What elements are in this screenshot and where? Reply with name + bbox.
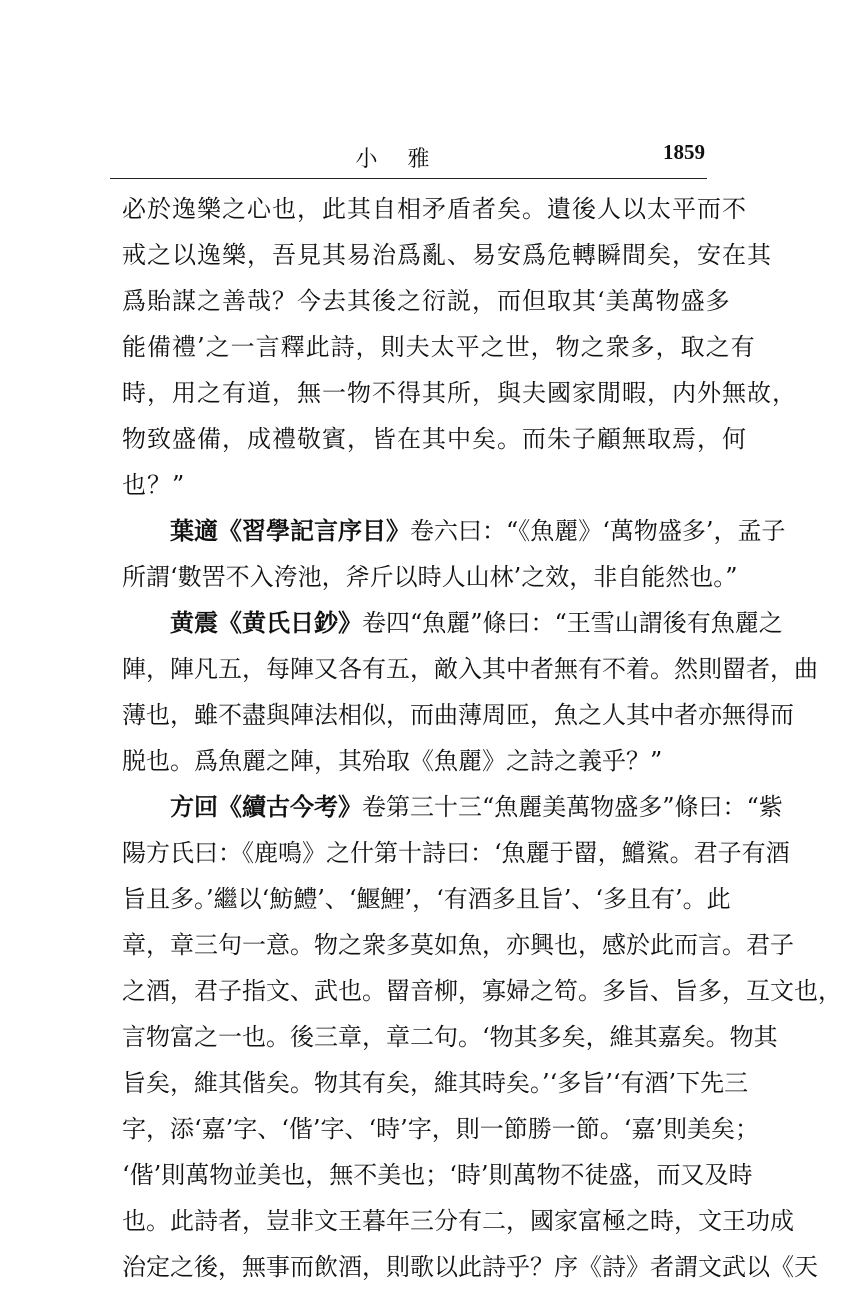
citation-rest: 卷第三十三“魚麗美萬物盛多”條曰：“紫 (362, 793, 783, 821)
text-line: 戒之以逸樂，吾見其易治爲亂、易安爲危轉瞬間矣，安在其 (122, 241, 772, 269)
text-line: 時，用之有道，無一物不得其所，與夫國家閒暇，内外無故， (122, 379, 797, 407)
paragraph-first-line (122, 600, 783, 646)
text-line: 陽方氏曰：《鹿鳴》之什第十詩曰：‘魚麗于罶，鱨鯊。君子有酒 (122, 839, 790, 867)
body-text (122, 186, 842, 1290)
text-line: 必於逸樂之心也，此其自相矛盾者矣。遺後人以太平而不 (122, 195, 747, 223)
text-line: 薄也，雖不盡與陣法相似，而曲薄周匝，魚之人其中者亦無得而 (122, 701, 794, 729)
text-line: 字，添‘嘉’字、‘偕’字、‘時’字，則一節勝一節。‘嘉’則美矣； (122, 1115, 760, 1143)
citation-rest: 卷六曰：“《魚麗》‘萬物盛多’，孟子 (410, 517, 786, 545)
text-line: 之酒，君子指文、武也。罶音柳，寡婦之笱。多旨、旨多，互文也， (122, 977, 842, 1005)
paragraph-first-line (122, 508, 786, 554)
citation-rest: 卷四“魚麗”條曰：“王雪山謂後有魚麗之 (362, 609, 783, 637)
paragraph-huang-zhen (122, 600, 818, 784)
text-line: 旨且多。’繼以‘魴鱧’、‘鰋鯉’，‘有酒多且旨’、‘多且有’。此 (122, 885, 731, 913)
text-line: 言物富之一也。後三章，章二句。‘物其多矣，維其嘉矣。物其 (122, 1023, 778, 1051)
text-line: 也？” (122, 471, 186, 499)
citation-lead: 黄震《黄氏日鈔》 (170, 608, 362, 637)
header-rule (110, 178, 707, 179)
text-line: 也。此詩者，豈非文王暮年三分有二，國家富極之時，文王功成 (122, 1207, 794, 1235)
paragraph-fang-hui (122, 784, 842, 1290)
quote-block (122, 186, 797, 508)
text-line: 所謂‘數罟不入洿池，斧斤以時人山林’之效，非自能然也。” (122, 563, 738, 591)
text-line: ‘偕’則萬物並美也，無不美也；‘時’則萬物不徒盛，而又及時 (122, 1161, 753, 1189)
running-head (110, 138, 705, 174)
paragraph-ye-shi (122, 508, 786, 600)
text-line: 脱也。爲魚麗之陣，其殆取《魚麗》之詩之義乎？” (122, 747, 663, 775)
text-line: 能備禮’之一言釋此詩，則夫太平之世，物之衆多，取之有 (122, 333, 756, 361)
page-number: 1859 (663, 140, 705, 164)
text-line: 爲貽謀之善哉？今去其後之衍説，而但取其‘美萬物盛多 (122, 287, 731, 315)
text-line: 物致盛備，成禮敬賓，皆在其中矣。而朱子顧無取焉，何 (122, 425, 747, 453)
running-title: 小雅 (355, 147, 460, 172)
paragraph-first-line (122, 784, 783, 830)
text-line: 陣，陣凡五，每陣又各有五，敵入其中者無有不着。然則罶者，曲 (122, 655, 818, 683)
text-line: 章，章三句一意。物之衆多莫如魚，亦興也，感於此而言。君子 (122, 931, 794, 959)
text-line: 治定之後，無事而飲酒，則歌以此詩乎？序《詩》者謂文武以《天 (122, 1253, 818, 1281)
citation-lead: 葉適《習學記言序目》 (170, 516, 410, 545)
text-line: 旨矣，維其偕矣。物其有矣，維其時矣。’‘多旨’‘有酒’下先三 (122, 1069, 749, 1097)
citation-lead: 方回《續古今考》 (170, 792, 362, 821)
